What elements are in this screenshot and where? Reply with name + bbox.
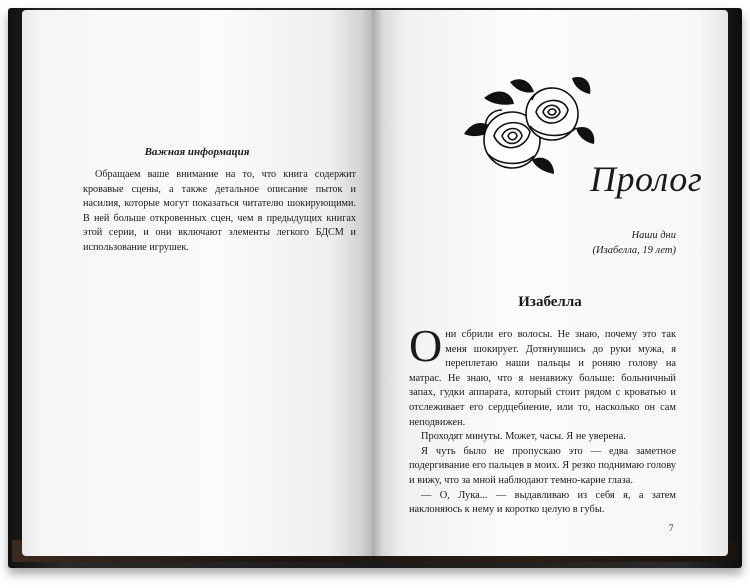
notice-body: Обращаем ваше внимание на то, что книга содержит кровавые сцены, а также детальное описание пыток и насилия, которые могут показаться читателю шокирующими. В ней больше откровенных сцен, чем в предыдущих книгах этой серии, и они включают элементы легкого БДСМ и использование игрушек.	[83, 169, 356, 253]
right-page	[372, 10, 728, 556]
story-paragraph: Я чуть было не пропускаю это — едва заметное подергивание его пальцев в моих. Я резко поднимаю голову и вижу, что за мной наблюдают темно-карие глаза.	[409, 445, 676, 486]
notice-title: Важная информация	[144, 146, 250, 158]
rose-icon	[454, 70, 604, 182]
chapter-title: Пролог	[590, 159, 703, 199]
page-number: 7	[669, 523, 674, 533]
story-text	[409, 320, 676, 518]
story-paragraph: — О, Лука... — выдавливаю из себя я, а затем наклоняюсь к нему и коротко целую в губы.	[409, 489, 676, 516]
left-page	[22, 10, 372, 556]
story-paragraph: ни сбрили его волосы. Не знаю, почему это так меня шокирует. Дотянувшись до руки мужа, я переплетаю наши пальцы и роняю голову на матрас. Не знаю, что я ненавижу больше: больничный запах, гудки аппарата, который стоит рядом с кроватью и отслеживает его сердцебиение, или то, насколько он сам неподвижен.	[409, 329, 676, 428]
character-heading: Изабелла	[518, 294, 582, 310]
drop-cap: О	[409, 320, 443, 371]
chapter-subtitle	[593, 228, 676, 258]
chapter-character-age: (Изабелла, 19 лет)	[592, 245, 676, 256]
chapter-time: Наши дни	[631, 230, 676, 241]
story-paragraph: Проходят минуты. Может, часы. Я не уверена.	[421, 431, 626, 443]
